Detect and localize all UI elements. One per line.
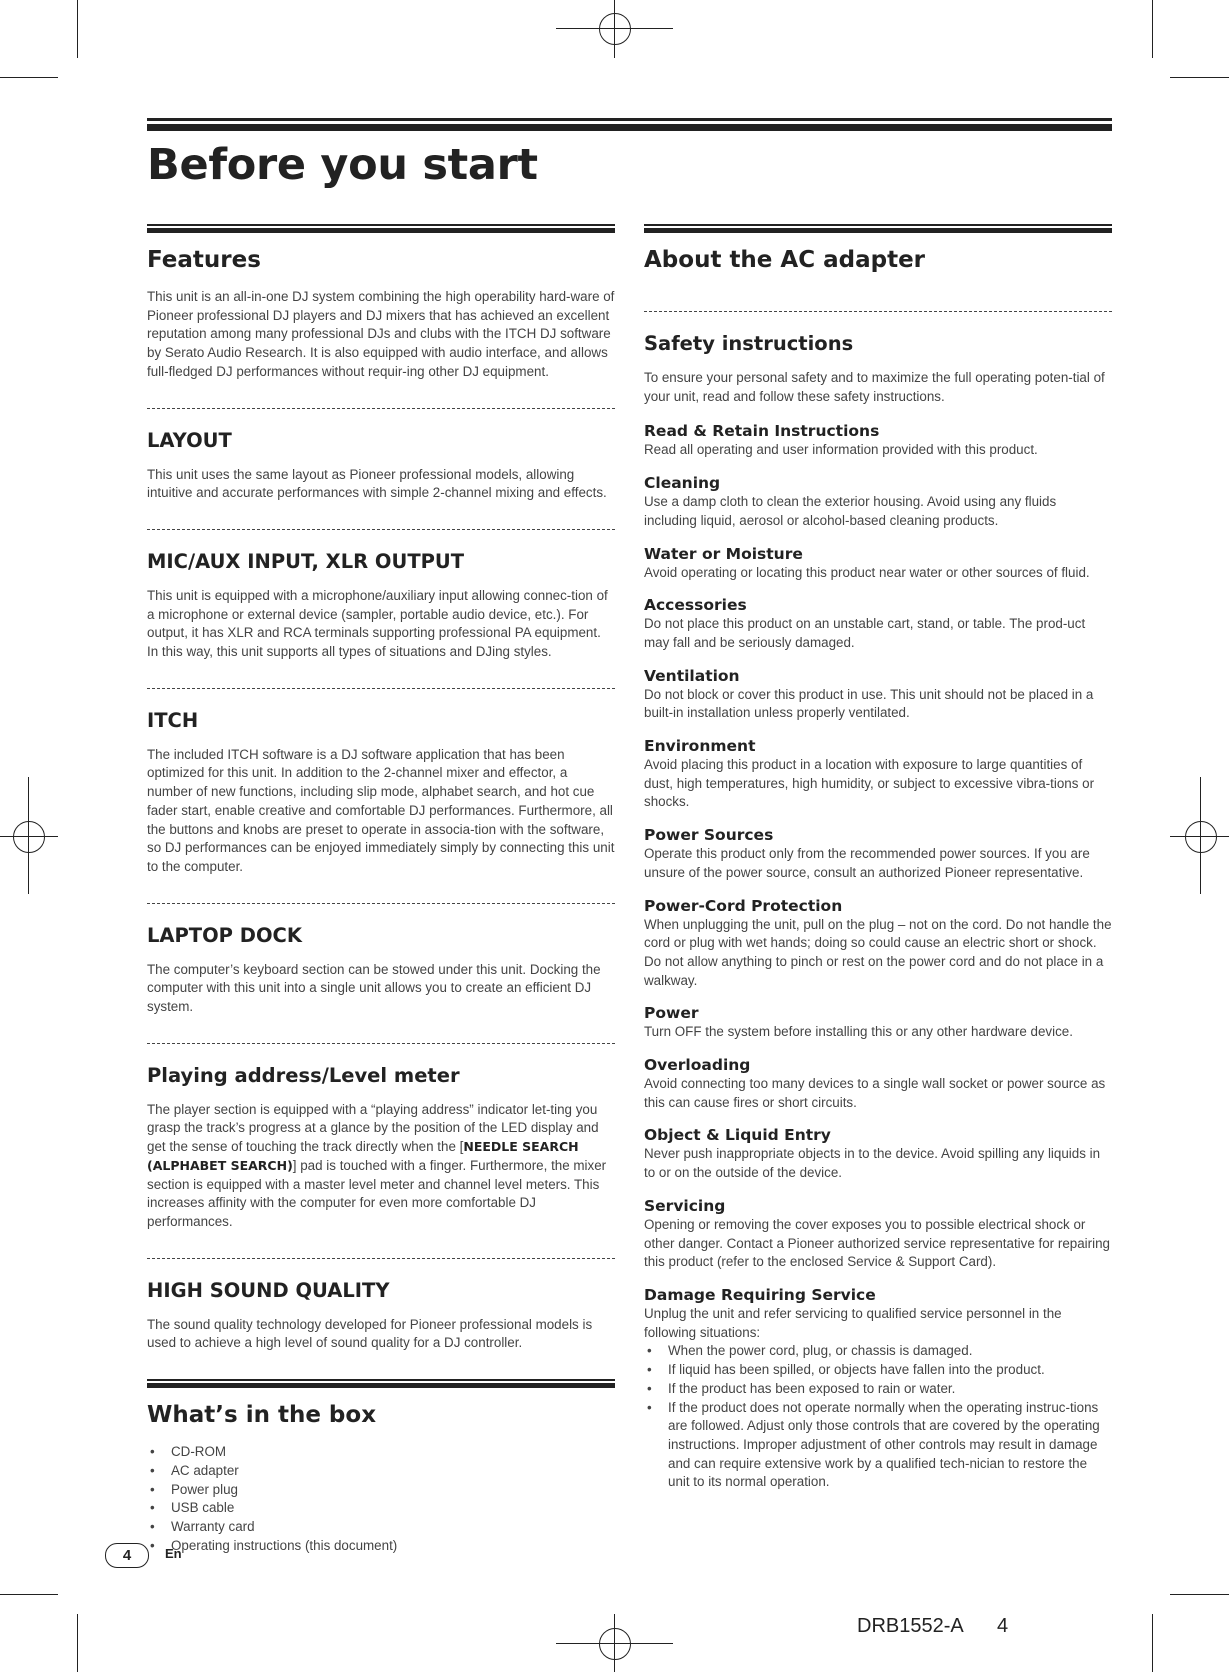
high-sound-quality-heading: HIGH SOUND QUALITY (147, 1278, 390, 1302)
safety-item (644, 737, 1112, 812)
dashed-divider (147, 529, 615, 530)
item-heading: Overloading (644, 1056, 751, 1075)
box-contents-list (147, 1443, 615, 1555)
crop-mark (1152, 0, 1153, 58)
item-heading: Power (644, 1004, 699, 1023)
item-body: Avoid operating or locating this product near water or other sources of fluid. (644, 564, 1090, 580)
ac-adapter-heading: About the AC adapter (644, 247, 926, 273)
safety-item (644, 422, 1112, 460)
safety-item (644, 545, 1112, 583)
list-item: • Operating instructions (this document) (147, 1537, 615, 1556)
safety-item (644, 1126, 1112, 1182)
list-item: • USB cable (147, 1499, 615, 1518)
dashed-divider (147, 408, 615, 409)
list-item: • AC adapter (147, 1462, 615, 1481)
dashed-divider (147, 688, 615, 689)
item-body: Do not place this product on an unstable cart, stand, or table. The prod-uct may fall and be seriously damaged. (644, 616, 1086, 650)
list-item: • If the product has been exposed to rain or water. (644, 1380, 1112, 1399)
registration-circle (13, 821, 45, 853)
crop-mark (0, 77, 58, 78)
safety-item (644, 897, 1112, 991)
safety-intro: To ensure your personal safety and to maximize the full operating poten-tial of your unit, read and follow these safety instructions. (644, 370, 1105, 404)
item-body: Opening or removing the cover exposes you to possible electrical shock or other danger. Contact a Pioneer authorized service representative for repairing this product (refer to the enclosed Service & Support Card). (644, 1216, 1110, 1270)
item-heading: Damage Requiring Service (644, 1285, 876, 1304)
safety-item (644, 667, 1112, 723)
layout-body: This unit uses the same layout as Pioneer professional models, allowing intuitive and accurate performances with simple 2-channel mixing and effects. (147, 466, 607, 501)
crop-mark (1152, 1614, 1153, 1672)
item-heading: Ventilation (644, 666, 740, 685)
item-body: Do not block or cover this product in use. This unit should not be placed in a built-in installation unless properly ventilated. (644, 686, 1094, 721)
item-body: Avoid placing this product in a location with exposure to large quantities of dust, high temperatures, high humidity, or subject to excessive vibra-tions or shocks. (644, 757, 1095, 810)
crop-mark (77, 0, 78, 58)
features-body: This unit is an all-in-one DJ system combining the high operability hard-ware of Pioneer professional DJ players and DJ mixers that has achieved an excellent reputation among many professional DJs and clubs with the ITCH DJ software by Serato Audio Research. It is also equipped with audio interface, and allows full-fledged DJ performances without requir-ing other DJ equipment. (147, 289, 615, 379)
list-item: • When the power cord, plug, or chassis is damaged. (644, 1342, 1112, 1361)
micaux-body: This unit is equipped with a microphone/auxiliary input allowing connec-tion of a microphone or external device (sampler, portable audio device, etc.). For output, it has XLR and RCA terminals supporting professional PA equipment. In this way, this unit supports all types of situations and DJing styles. (147, 587, 608, 660)
section-rule (644, 224, 1112, 233)
item-body: Turn OFF the system before installing this or any other hardware device. (644, 1024, 1073, 1040)
playing-address-heading: Playing address/Level meter (147, 1063, 460, 1087)
list-item: • Warranty card (147, 1518, 615, 1537)
high-sound-quality-body: The sound quality technology developed for Pioneer professional models is used to achieve a high level of sound quality for a DJ controller. (147, 1316, 593, 1351)
page-number-badge: 4 (105, 1543, 149, 1568)
document-id: DRB1552-A (857, 1615, 964, 1637)
item-heading: Object & Liquid Entry (644, 1126, 831, 1145)
header-rule (147, 118, 1112, 131)
item-heading: Servicing (644, 1196, 726, 1215)
language-label: En (165, 1546, 182, 1561)
laptop-dock-body: The computer’s keyboard section can be stowed under this unit. Docking the computer with this unit into a single unit allows you to create an efficient DJ system. (147, 961, 601, 1015)
item-heading: Water or Moisture (644, 544, 803, 563)
item-body: Read all operating and user information provided with this product. (644, 442, 1038, 458)
item-heading: Power Sources (644, 826, 774, 845)
body-text: The player section is equipped with a “playing address” indicator let-ting you grasp the track’s progress at a glance by the position of the LED display and get the sense of touching the track directly when the [ (147, 1101, 599, 1155)
crop-mark (77, 1614, 78, 1672)
item-heading: Read & Retain Instructions (644, 422, 880, 441)
item-body: Never push inappropriate objects in to the device. Avoid spilling any liquids in to or on the outside of the device. (644, 1146, 1101, 1181)
item-body: Use a damp cloth to clean the exterior housing. Avoid using any fluids including liquid, aerosol or alcohol-based cleaning products. (644, 494, 1057, 528)
safety-item (644, 474, 1112, 530)
item-body: Operate this product only from the recommended power sources. If you are unsure of the power source, consult an authorized Pioneer representative. (644, 846, 1090, 880)
itch-heading: ITCH (147, 708, 199, 732)
itch-body: The included ITCH software is a DJ software application that has been optimized for this unit. In addition to the 2-channel mixer and effector, a number of new functions, including slip mode, alphabet search, and hot cue fader start, enable creative and comfortable DJ performances. Furthermore, all the buttons and knobs are preset to operate in associa-tion with the software, so DJ performances can be enjoyed immediately simply by connecting this unit to the computer. (147, 746, 615, 874)
item-heading: Power-Cord Protection (644, 896, 843, 915)
layout-heading: LAYOUT (147, 428, 232, 452)
item-heading: Accessories (644, 596, 747, 615)
safety-item (644, 1197, 1112, 1272)
damage-list (644, 1342, 1112, 1492)
micaux-heading: MIC/AUX INPUT, XLR OUTPUT (147, 549, 465, 573)
safety-item (644, 1056, 1112, 1112)
safety-item (644, 1286, 1112, 1492)
dashed-divider (147, 903, 615, 904)
dashed-divider (644, 311, 1112, 312)
registration-circle (599, 1628, 631, 1660)
item-body: Avoid connecting too many devices to a single wall socket or power source as this can cause fires or short circuits. (644, 1076, 1106, 1110)
safety-item (644, 826, 1112, 882)
dashed-divider (147, 1043, 615, 1044)
item-body: Unplug the unit and refer servicing to qualified service personnel in the following situations: (644, 1305, 1062, 1340)
right-column (644, 224, 1112, 1492)
playing-address-body (147, 1101, 615, 1232)
crop-mark (0, 1594, 58, 1595)
crop-mark (1170, 1594, 1229, 1595)
features-heading: Features (147, 247, 261, 273)
safety-item (644, 1004, 1112, 1042)
page-title: Before you start (147, 140, 538, 190)
list-item: • If the product does not operate normally when the operating instruc-tions are followed. Adjust only those controls that are covered by the operating instructions. Improper adjustment of other controls may result in damage and can require extensive work by a qualified tech-nician to restore the unit to its normal operation. (644, 1399, 1112, 1493)
list-item: • Power plug (147, 1481, 615, 1500)
dashed-divider (147, 1258, 615, 1259)
section-rule (147, 1379, 615, 1388)
left-column (147, 224, 615, 1555)
needle-search-label: NEEDLE SEARCH (ALPHABET SEARCH) (147, 1139, 579, 1173)
registration-circle (1185, 821, 1217, 853)
body-text: ] pad is touched with a finger. Furthermore, the mixer section is equipped with a master level meter and channel level meters. This increases affinity with the computer for even more comfortable DJ performances. (147, 1157, 607, 1229)
crop-mark (1170, 77, 1229, 78)
item-body: When unplugging the unit, pull on the plug – not on the cord. Do not handle the cord or plug with wet hands; doing so could cause an electric short or shock. Do not allow anything to pinch or rest on the power cord and do not place in a walkway. (644, 916, 1112, 988)
list-item: • CD-ROM (147, 1443, 615, 1462)
item-heading: Environment (644, 737, 756, 756)
section-rule (147, 224, 615, 233)
safety-item (644, 596, 1112, 652)
safety-heading: Safety instructions (644, 332, 854, 355)
registration-circle (599, 13, 631, 45)
document-page: 4 (997, 1615, 1009, 1637)
item-heading: Cleaning (644, 474, 721, 493)
list-item: • If liquid has been spilled, or objects have fallen into the product. (644, 1361, 1112, 1380)
whats-in-box-heading: What’s in the box (147, 1402, 377, 1429)
laptop-dock-heading: LAPTOP DOCK (147, 923, 302, 947)
